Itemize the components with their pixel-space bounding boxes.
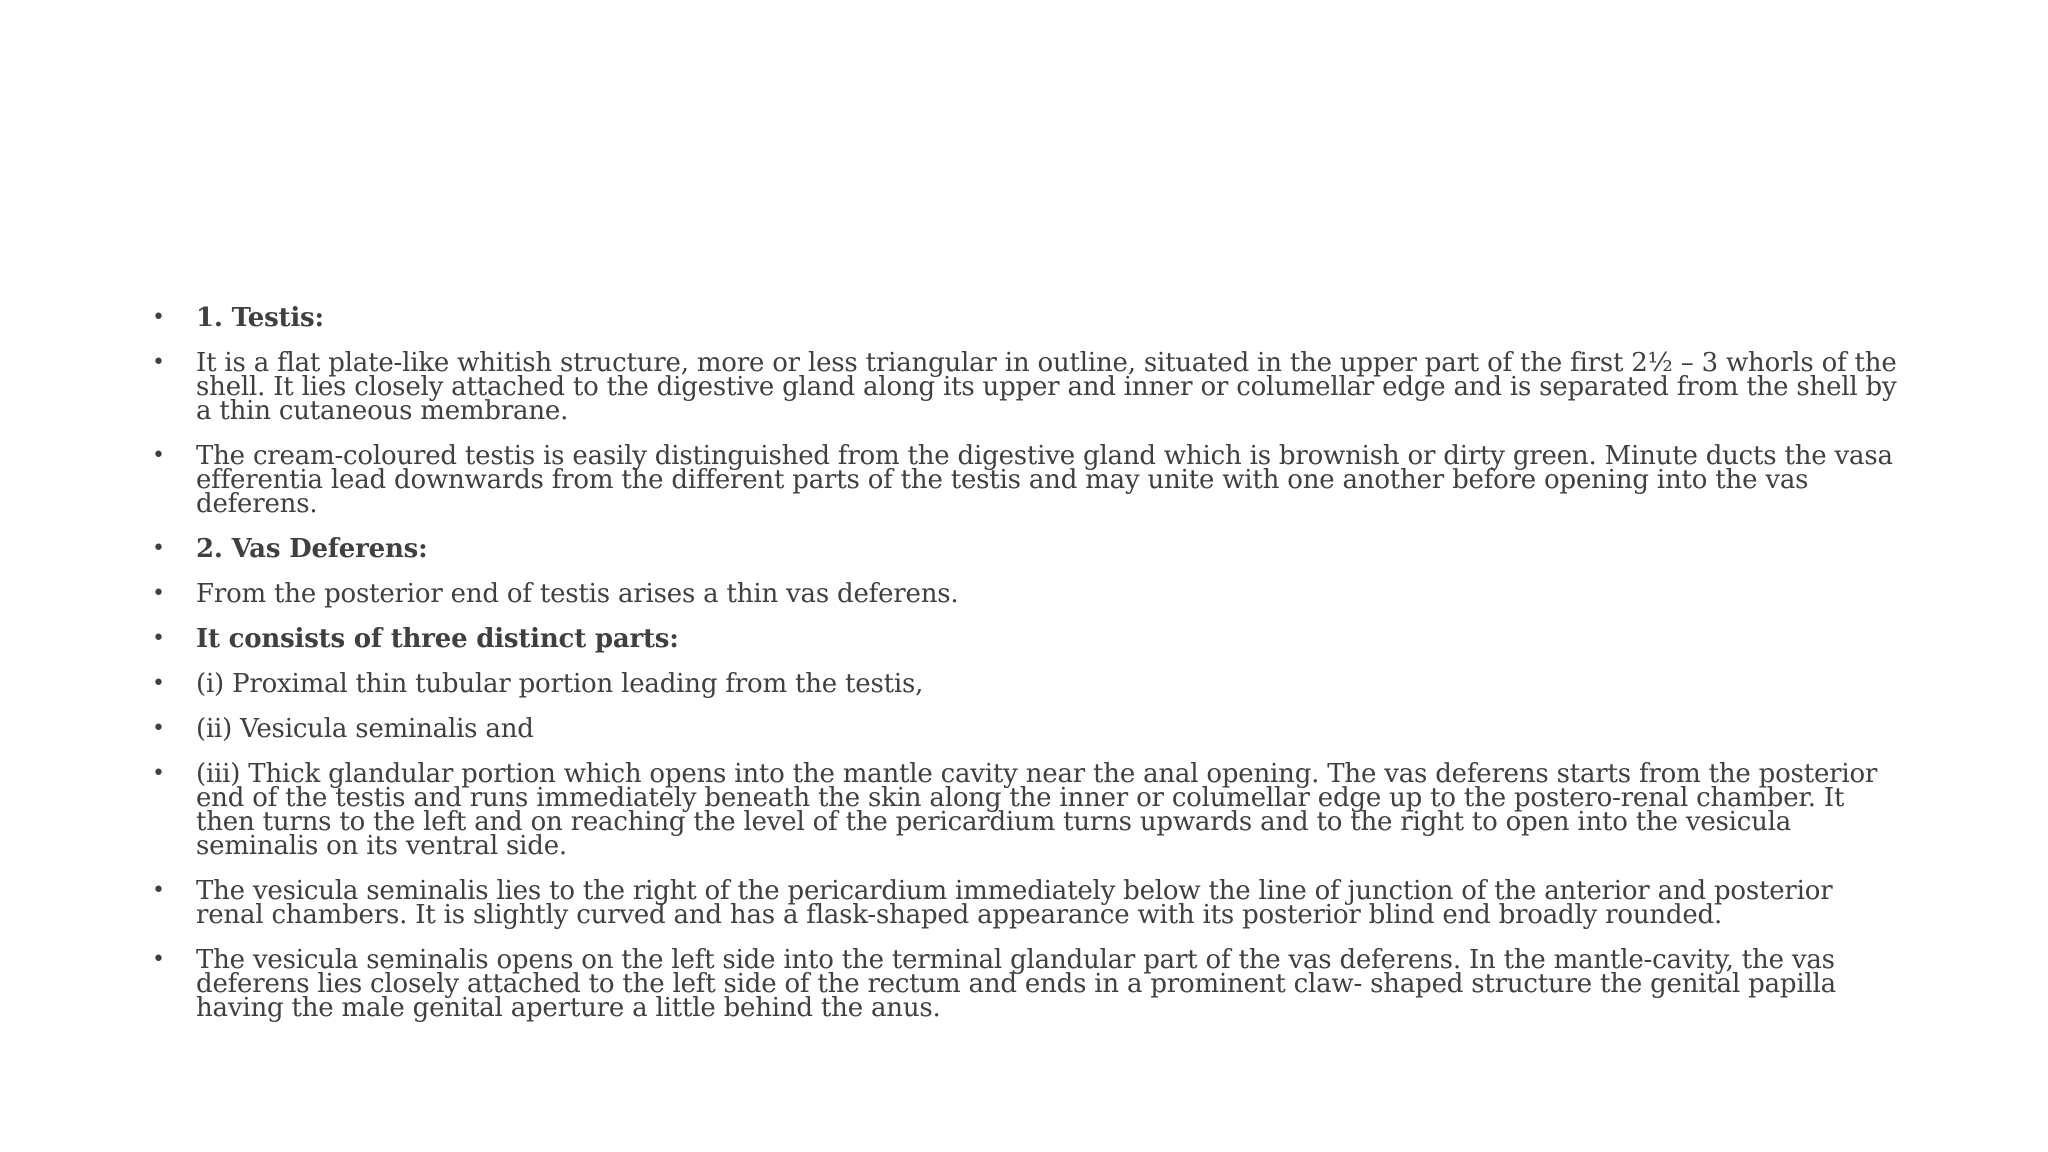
list-item <box>152 876 1904 930</box>
list-item <box>152 579 1904 609</box>
list-item <box>152 348 1904 426</box>
bullet-icon: • <box>152 626 165 651</box>
list-item <box>152 714 1904 744</box>
bullet-icon: • <box>152 581 165 606</box>
bullet-icon: • <box>152 878 165 903</box>
bullet-icon: • <box>152 536 165 561</box>
bullet-list <box>152 303 1904 1041</box>
bullet-text: (iii) Thick glandular portion which opens into the mantle cavity near the anal opening. The vas deferens starts from the posterior end of the testis and runs immediately beneath the skin along the inner or columellar edge up to the postero-renal chamber. It then turns to the left and on reaching the level of the pericardium turns upwards and to the right to open into the vesicula seminalis on its ventral side. <box>196 759 1878 861</box>
bullet-icon: • <box>152 443 165 468</box>
heading-vas-deferens <box>152 534 1904 564</box>
list-item <box>152 945 1904 1023</box>
list-item <box>152 441 1904 519</box>
heading-parts <box>152 624 1904 654</box>
list-item <box>152 759 1904 861</box>
bullet-text: The vesicula seminalis opens on the left side into the terminal glandular part of the vas deferens. In the mantle-cavity, the vas deferens lies closely attached to the left side of the rectum and ends in a prominent claw- shaped structure the genital papilla having the male genital aperture a little behind the anus. <box>196 945 1836 1023</box>
bullet-icon: • <box>152 350 165 375</box>
bullet-text: 2. Vas Deferens: <box>196 534 428 564</box>
bullet-text: The vesicula seminalis lies to the right of the pericardium immediately below the line of junction of the anterior and posterior renal chambers. It is slightly curved and has a flask-shaped appearance with its posterior blind end broadly rounded. <box>196 876 1833 930</box>
heading-testis <box>152 303 1904 333</box>
bullet-icon: • <box>152 305 165 330</box>
bullet-icon: • <box>152 671 165 696</box>
bullet-text: (i) Proximal thin tubular portion leading from the testis, <box>196 669 924 699</box>
bullet-text: It is a flat plate-like whitish structure, more or less triangular in outline, situated in the upper part of the first 2½ – 3 whorls of the shell. It lies closely attached to the digestive gland along its upper and inner or columellar edge and is separated from the shell by a thin cutaneous membrane. <box>196 348 1897 426</box>
bullet-text: 1. Testis: <box>196 303 324 333</box>
bullet-text: It consists of three distinct parts: <box>196 624 679 654</box>
bullet-icon: • <box>152 947 165 972</box>
bullet-icon: • <box>152 761 165 786</box>
bullet-icon: • <box>152 716 165 741</box>
bullet-text: From the posterior end of testis arises a thin vas deferens. <box>196 579 959 609</box>
list-item <box>152 669 1904 699</box>
bullet-text: The cream-coloured testis is easily distinguished from the digestive gland which is brownish or dirty green. Minute ducts the vasa efferentia lead downwards from the different parts of the testis and may unite with one another before opening into the vas deferens. <box>196 441 1893 519</box>
bullet-text: (ii) Vesicula seminalis and <box>196 714 534 744</box>
